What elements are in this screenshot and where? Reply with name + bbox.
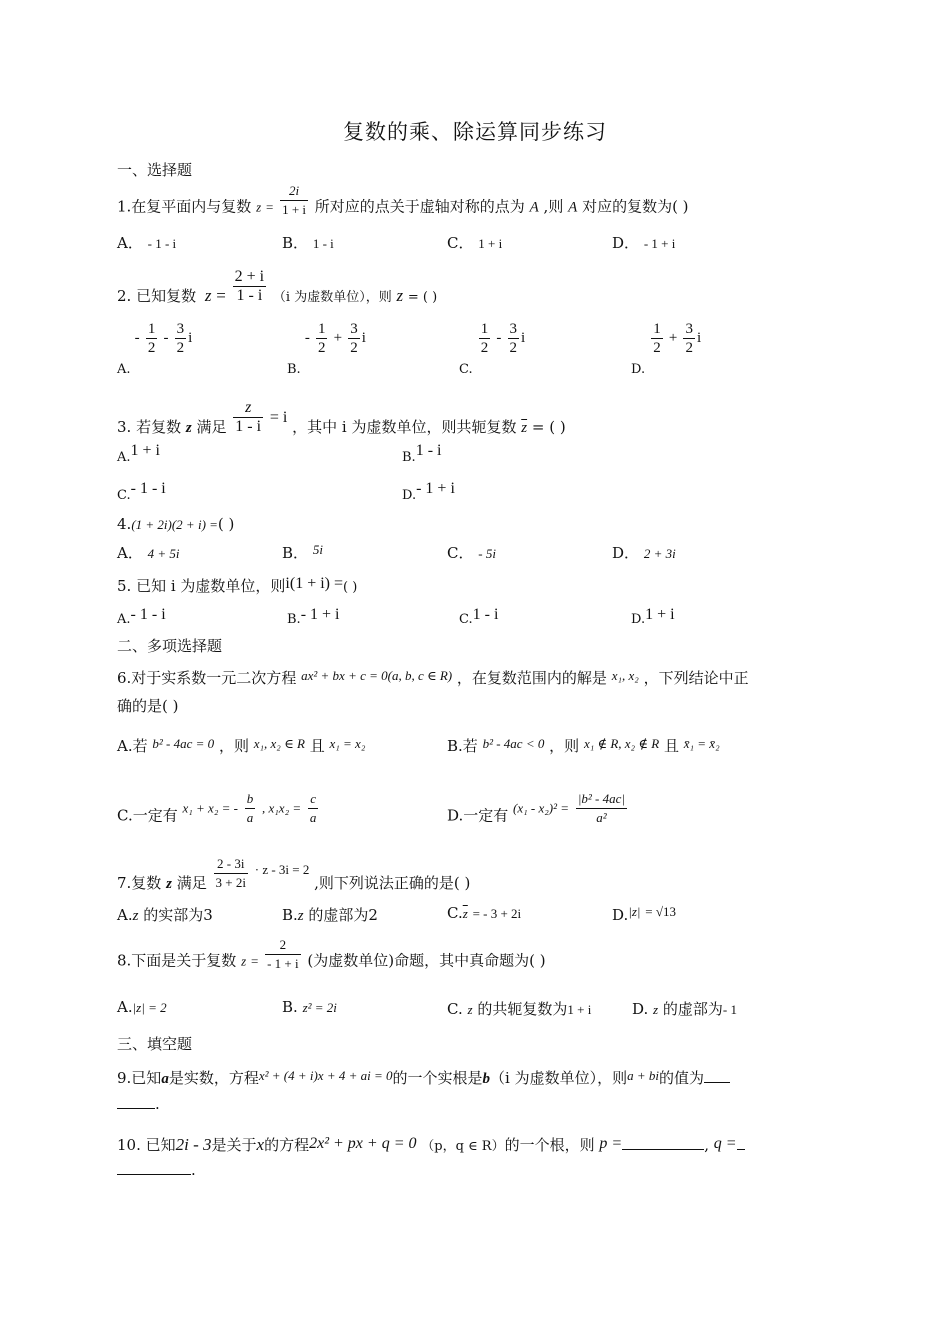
question-5: 5. 已知 i 为虚数单位，则i(1 + i) =( ): [117, 575, 358, 595]
q3-option-d[interactable]: D.- 1 + i: [402, 480, 455, 503]
q5-option-d[interactable]: D.1 + i: [631, 606, 675, 627]
q4-option-c[interactable]: C． - 5i: [447, 544, 496, 562]
question-6: 6.对于实系数一元二次方程 ax² + bx + c = 0(a, b, c ∈ R) ，在复数范围内的解是 x₁, x₂ ，下列结论中正: [117, 668, 749, 687]
q1-option-d[interactable]: D． - 1 + i: [612, 234, 676, 252]
question-7: 7.复数 z 满足 $\frac{2 - 3i}{3 + 2i}$ · z - 3i = 2 ,则下列说法正确的是( ): [117, 855, 471, 892]
q10-p-blank[interactable]: [622, 1149, 704, 1150]
section-heading-fill: 三、填空题: [117, 1035, 193, 1053]
q3-fraction: $\frac{z}{1 - i}$: [235, 398, 262, 435]
q7-option-b[interactable]: B.z 的虚部为2: [282, 906, 378, 924]
q2-option-b[interactable]: B. - $\frac{1}{2}$ + $\frac{3}{2}$ i: [287, 321, 366, 377]
q4-option-d[interactable]: D． 2 + 3i: [612, 544, 676, 562]
q8-option-b[interactable]: B. z² = 2i: [282, 998, 337, 1016]
q6-option-a[interactable]: A.若 b² - 4ac = 0 ，则 x₁, x₂ ∈ R 且 x₁ = x₂: [117, 736, 366, 755]
q10-q-blank-cont[interactable]: [117, 1174, 191, 1175]
q8-option-a[interactable]: A.|z| = 2: [117, 998, 167, 1016]
q7-option-d[interactable]: D.|z| = √13: [612, 904, 676, 924]
question-6-line2: 确的是( ): [117, 697, 179, 715]
question-9: 9.已知a是实数，方程x² + (4 + i)x + 4 + ai = 0的一个实根是b（i 为虚数单位），则a + bi的值为: [117, 1066, 730, 1089]
q7-option-a[interactable]: A.z 的实部为3: [117, 906, 213, 924]
page-title: 复数的乘、除运算同步练习: [343, 120, 607, 144]
question-4: 4.(1 + 2i)(2 + i) =( ): [117, 515, 235, 533]
q1-option-a[interactable]: A． - 1 - i: [117, 234, 177, 252]
question-10: 10. 已知2i - 3是关于x的方程2x² + px + q = 0 （p，q ∈ R）的一个根，则 p = , q =: [117, 1134, 745, 1157]
q10-q-blank[interactable]: [737, 1149, 745, 1150]
q3-option-c[interactable]: C.- 1 - i: [117, 480, 166, 503]
question-8: 8.下面是关于复数 z = $\frac{2}{- 1 + i}$ (为虚数单位)命题，其中真命题为( ): [117, 937, 546, 971]
q7-fraction: $\frac{2 - 3i}{3 + 2i}$: [215, 855, 246, 890]
q6-option-c[interactable]: C.一定有 x₁ + x₂ = - $\frac{b}{a}$ , x₁x₂ = $\frac{c}{a}$: [117, 791, 317, 825]
q5-option-b[interactable]: B.- 1 + i: [287, 606, 340, 627]
q3-option-b[interactable]: B.1 - i: [402, 442, 442, 465]
q8-option-c[interactable]: C. z 的共轭复数为1 + i: [447, 1000, 592, 1018]
q8-option-d[interactable]: D. z 的虚部为- 1: [632, 1000, 737, 1018]
q2-option-c[interactable]: C. $\frac{1}{2}$ - $\frac{3}{2}$ i: [459, 321, 526, 377]
q3-option-a[interactable]: A.1 + i: [117, 442, 160, 465]
q9-answer-blank[interactable]: [704, 1082, 730, 1083]
q1-fraction: $\frac{2i}{1 + i}$: [282, 183, 307, 217]
q5-option-c[interactable]: C.1 - i: [459, 606, 499, 627]
q8-fraction: $\frac{2}{- 1 + i}$: [267, 937, 299, 971]
q2-fraction: $\frac{2 + i}{1 - i}$: [234, 267, 265, 304]
question-9-line2: .: [117, 1094, 160, 1114]
q2-option-d[interactable]: D. $\frac{1}{2}$ + $\frac{3}{2}$ i: [631, 321, 702, 377]
section-heading-choice: 一、选择题: [117, 161, 193, 179]
q4-option-b[interactable]: B． 5i: [282, 542, 323, 562]
q9-answer-blank-cont[interactable]: [117, 1108, 155, 1109]
question-1: 1.在复平面内与复数 z = $\frac{2i}{1 + i}$ 所对应的点关于虚轴对称的点为 A ,则 A 对应的复数为( ): [117, 183, 689, 217]
section-heading-multi: 二、多项选择题: [117, 637, 223, 655]
q2-option-a[interactable]: A. - $\frac{1}{2}$ - $\frac{3}{2}$ i: [117, 321, 193, 377]
question-10-line2: .: [117, 1160, 196, 1180]
q6-option-d[interactable]: D.一定有 (x₁ - x₂)² = $\frac{\text{|b² - 4ac|}}{\text{a²}}$: [447, 791, 625, 825]
q7-option-c[interactable]: $C.\overline{z}$ = - 3 + 2i: [447, 904, 522, 922]
q1-option-b[interactable]: B． 1 - i: [282, 234, 334, 252]
q5-option-a[interactable]: A.- 1 - i: [117, 606, 166, 627]
question-3: 3. 若复数 z 满足 $\frac{z}{1 - i}$ = i ，其中 i 为虚数单位，则共轭复数 $\overline{z}$ = ( ): [117, 398, 566, 436]
q6-option-b[interactable]: B.若 b² - 4ac < 0 ，则 x₁ ∉ R, x₂ ∉ R 且 x̄₁ = x̄₂: [447, 736, 720, 755]
q1-option-c[interactable]: C． 1 + i: [447, 234, 503, 252]
question-2: 2. 已知复数 z = $\frac{2 + i}{1 - i}$ （i 为虚数单位），则 z = ( ): [117, 267, 438, 305]
q4-option-a[interactable]: A． 4 + 5i: [117, 544, 180, 562]
